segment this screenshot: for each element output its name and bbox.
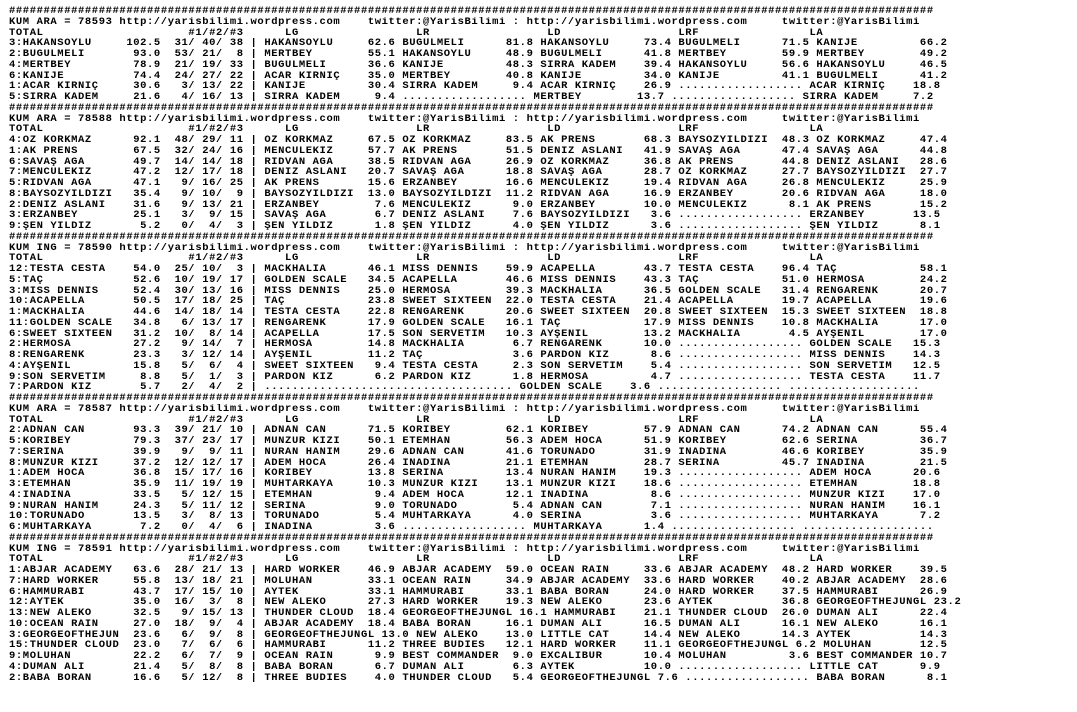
result-row: 15:THUNDER CLOUD 23.0 7/ 6/ 6 | HAMMURABİ 11.2 THREE BUDIES 12.1 HARD WORKER 11.1 GEORGEOFTHEJUNGL 6.2 MOLUHAN 12.5 bbox=[9, 640, 948, 651]
result-row: 4:DUMAN ALİ 21.4 5/ 8/ 8 | BABA BORAN 6.7 DUMAN ALİ 6.3 AYTEK 10.0 .................. LITTLE CAT 9.9 bbox=[9, 661, 941, 673]
result-row: 12:AYTEK 35.0 16/ 3/ 8 | NEW ALEKO 27.3 HARD WORKER 19.3 NEW ALEKO 23.6 AYTEK 36.8 GEORGEOFTHEJUNGL 23.2 bbox=[9, 597, 962, 608]
result-row: 7:MENCULEKİZ 47.2 12/ 17/ 18 | DENİZ ASLANI 20.7 SAVAŞ AĞA 18.8 SAVAŞ AĞA 28.7 ÖZ KORKMAZ 27.7 BAYSÖZYILDIZI 27.7 bbox=[9, 167, 948, 178]
separator-line: ###################################################################################################################################### bbox=[9, 532, 934, 544]
result-row: 6:SAVAŞ AĞA 49.7 14/ 14/ 18 | RIDVAN AĞA 38.5 RIDVAN AĞA 26.9 ÖZ KORKMAZ 36.8 AK PRENS 44.8 DENİZ ASLANI 28.6 bbox=[9, 156, 948, 168]
result-row: 4:ÖZ KORKMAZ 92.1 48/ 29/ 11 | ÖZ KORKMAZ 67.5 ÖZ KORKMAZ 83.5 AK PRENS 68.3 BAYSÖZYILDIZI 48.3 ÖZ KORKMAZ 47.4 bbox=[9, 135, 948, 146]
separator-line: ###################################################################################################################################### bbox=[9, 231, 934, 243]
result-row: 13:NEW ALEKO 32.5 9/ 15/ 13 | THUNDER CLOUD 18.4 GEORGEOFTHEJUNGL 16.1 HAMMURABİ 21.1 THUNDER CLOUD 26.0 DUMAN ALİ 22.4 bbox=[9, 608, 948, 619]
separator-line: ###################################################################################################################################### bbox=[9, 6, 934, 17]
result-row: 5:KORİBEY 79.3 37/ 23/ 17 | MUNZUR KIZI 50.1 ETEMHAN 56.3 ADEM HOCA 51.9 KORİBEY 62.6 SERİNA 36.7 bbox=[9, 436, 948, 447]
result-row: 3:MISS DENNIS 52.4 30/ 13/ 16 | MISS DENNIS 25.0 HERMOSA 39.3 MACKHALIA 36.5 GOLDEN SCALE 31.4 RENGARENK 20.7 bbox=[9, 285, 948, 297]
result-row: 3:GEORGEOFTHEJUN 23.6 6/ 9/ 8 | GEORGEOFTHEJUNGL 13.0 NEW ALEKO 13.0 LITTLE CAT 14.4 NEW ALEKO 14.3 AYTEK 14.3 bbox=[9, 629, 948, 641]
separator-line: ###################################################################################################################################### bbox=[9, 393, 934, 404]
race-header: KUM ING = 78591 http://yarisbilimi.wordpress.com twitter:@YarisBilimi : http://yarisbilimi.wordpress.com twitter:@YarisBilimi bbox=[9, 543, 920, 555]
result-row: 2:BÜĞÜLMELİ 93.0 53/ 21/ 8 | MERTBEY 55.1 HAKANSOYLU 48.9 BÜĞÜLMELİ 41.8 MERTBEY 59.9 MERTBEY 49.2 bbox=[9, 49, 948, 60]
column-header: TOTAL #1/#2/#3 LG LR LD LRF LA bbox=[9, 27, 824, 39]
result-row: 4:MERTBEY 78.9 21/ 19/ 33 | BÜĞÜLMELİ 36.6 KANİJE 48.3 SIRRA KADEM 39.4 HAKANSOYLU 56.6 HAKANSOYLU 46.5 bbox=[9, 59, 948, 71]
column-header: TOTAL #1/#2/#3 LG LR LD LRF LA bbox=[9, 554, 824, 565]
result-row: 1:ADEM HOCA 36.8 15/ 17/ 16 | KORİBEY 13.8 SERİNA 13.4 NURAN HANIM 19.3 .................. ADEM HOCA 20.6 bbox=[9, 468, 941, 479]
column-header: TOTAL #1/#2/#3 LG LR LD LRF LA bbox=[9, 414, 824, 426]
result-row: 5:RIDVAN AĞA 47.1 9/ 16/ 25 | AK PRENS 15.6 ERZANBEY 16.6 MENCULEKİZ 19.4 RIDVAN AĞA 26.8 MENCULEKİZ 25.9 bbox=[9, 178, 948, 189]
result-row: 8:BAYSÖZYILDIZI 35.4 9/ 10/ 9 | BAYSÖZYILDIZI 13.0 BAYSÖZYILDIZI 11.2 RIDVAN AĞA 16.9 ERZANBEY 20.6 RIDVAN AĞA 18.0 bbox=[9, 188, 948, 200]
result-row: 6:HAMMURABİ 43.7 17/ 15/ 10 | AYTEK 33.1 HAMMURABİ 33.1 BABA BORAN 24.0 HARD WORKER 37.5 HAMMURABİ 26.9 bbox=[9, 586, 948, 598]
result-row: 4:İNADINA 33.5 5/ 12/ 15 | ETEMHAN 9.4 ADEM HOCA 12.1 İNADINA 8.6 .................. MUNZUR KIZI 17.0 bbox=[9, 489, 941, 501]
result-row: 3:ERZANBEY 25.1 3/ 9/ 15 | SAVAŞ AĞA 6.7 DENİZ ASLANI 7.6 BAYSÖZYILDIZI 3.6 .................. ERZANBEY 13.5 bbox=[9, 210, 941, 221]
result-row: 2:ADNAN CAN 93.3 39/ 21/ 10 | ADNAN CAN 71.5 KORİBEY 62.1 KORİBEY 57.9 ADNAN CAN 74.2 ADNAN CAN 55.4 bbox=[9, 425, 948, 436]
result-row: 5:TAÇ 52.6 10/ 19/ 17 | GOLDEN SCALE 34.5 ACAPELLA 46.6 MISS DENNIS 43.3 TAÇ 51.0 HERMOSA 24.2 bbox=[9, 274, 948, 286]
result-row: 12:TESTA CESTA 54.0 25/ 10/ 3 | MACKHALIA 46.1 MISS DENNIS 59.9 ACAPELLA 43.7 TESTA CESTA 96.4 TAÇ 58.1 bbox=[9, 264, 948, 275]
result-row: 1:MACKHALIA 44.6 14/ 18/ 14 | TESTA CESTA 22.8 RENGARENK 20.6 SWEET SIXTEEN 20.8 SWEET SIXTEEN 15.3 SWEET SIXTEEN 18.8 bbox=[9, 307, 948, 318]
result-row: 2:HERMOSA 27.2 9/ 14/ 7 | HERMOSA 14.8 MACKHALIA 6.7 RENGARENK 10.0 .................. GOLDEN SCALE 15.3 bbox=[9, 339, 941, 350]
column-header: TOTAL #1/#2/#3 LG LR LD LRF LA bbox=[9, 124, 824, 135]
result-row: 6:MUHTARKAYA 7.2 0/ 4/ 6 | İNADINA 3.6 .................. MUHTARKAYA 1.4 .................. ................... bbox=[9, 522, 934, 533]
result-row: 6:KANİJE 74.4 24/ 27/ 22 | ACAR KIRNIÇ 35.0 MERTBEY 40.8 KANİJE 34.0 KANİJE 41.1 BÜĞÜLMELİ 41.2 bbox=[9, 70, 948, 82]
result-row: 4:AYŞENİL 15.8 5/ 6/ 4 | SWEET SIXTEEN 9.4 TESTA CESTA 2.3 SON SERVETİM 5.4 .................. SON SERVETİM 12.5 bbox=[9, 360, 941, 372]
result-row: 2:DENİZ ASLANI 31.6 9/ 13/ 21 | ERZANBEY 7.6 MENCULEKİZ 9.0 ERZANBEY 10.0 MENCULEKİZ 8.1 AK PRENS 15.2 bbox=[9, 199, 948, 211]
result-row: 1:AK PRENS 67.5 32/ 24/ 16 | MENCULEKİZ 57.7 AK PRENS 51.5 DENİZ ASLANI 41.9 SAVAŞ AĞA 47.4 SAVAŞ AĞA 44.8 bbox=[9, 145, 948, 157]
result-row: 6:SWEET SIXTEEN 31.2 10/ 8/ 14 | ACAPELLA 17.5 SON SERVETİM 10.3 AYŞENİL 13.2 MACKHALIA 4.5 AYŞENİL 17.0 bbox=[9, 328, 948, 340]
result-row: 1:ABJAR ACADEMY 63.6 28/ 21/ 13 | HARD WORKER 46.9 ABJAR ACADEMY 59.0 OCEAN RAIN 33.6 ABJAR ACADEMY 48.2 HARD WORKER 39.5 bbox=[9, 565, 948, 576]
result-row: 3:ETEMHAN 35.9 11/ 19/ 19 | MUHTARKAYA 10.3 MUNZUR KIZI 13.1 MUNZUR KIZI 18.6 .................. ETEMHAN 18.8 bbox=[9, 479, 941, 490]
race-header: KUM ARA = 78587 http://yarisbilimi.wordpress.com twitter:@YarisBilimi : http://yarisbilimi.wordpress.com twitter:@YarisBilimi bbox=[9, 403, 920, 415]
result-row: 7:PARDON KIZ 5.7 2/ 4/ 2 | .................................... GOLDEN SCALE 3.6 .................. ................... bbox=[9, 382, 920, 393]
result-row: 3:HAKANSOYLU 102.5 31/ 40/ 38 | HAKANSOYLU 62.6 BÜĞÜLMELİ 81.8 HAKANSOYLU 73.4 BÜĞÜLMELİ 71.5 KANİJE 66.2 bbox=[9, 38, 948, 49]
result-row: 8:MUNZUR KIZI 37.2 12/ 12/ 17 | ADEM HOCA 26.4 İNADINA 21.1 ETEMHAN 28.7 SERİNA 45.7 İNADINA 21.5 bbox=[9, 457, 948, 469]
result-row: 7:HARD WORKER 55.8 13/ 18/ 21 | MOLUHAN 33.1 OCEAN RAIN 34.9 ABJAR ACADEMY 33.6 HARD WORKER 40.2 ABJAR ACADEMY 28.6 bbox=[9, 575, 948, 587]
race-header: KUM ARA = 78588 http://yarisbilimi.wordpress.com twitter:@YarisBilimi : http://yarisbilimi.wordpress.com twitter:@YarisBilimi bbox=[9, 113, 920, 125]
result-row: 2:BABA BORAN 16.6 5/ 12/ 8 | THREE BUDIES 4.0 THUNDER CLOUD 5.4 GEORGEOFTHEJUNGL 7.6 .................. BABA BORAN 8.1 bbox=[9, 672, 948, 684]
result-row: 10:TORUNADO 13.5 3/ 8/ 13 | TORUNADO 5.4 MUHTARKAYA 4.0 SERİNA 3.6 .................. MUHTARKAYA 7.2 bbox=[9, 511, 941, 522]
result-row: 10:OCEAN RAIN 27.0 18/ 9/ 4 | ABJAR ACADEMY 18.4 BABA BORAN 16.1 DUMAN ALİ 16.5 DUMAN ALİ 16.1 NEW ALEKO 16.1 bbox=[9, 618, 948, 630]
race-header: KUM ARA = 78593 http://yarisbilimi.wordpress.com twitter:@YarisBilimi : http://yarisbilimi.wordpress.com twitter:@YarisBilimi bbox=[9, 16, 920, 28]
result-row: 1:ACAR KIRNIÇ 30.6 3/ 13/ 22 | KANİJE 30.4 SIRRA KADEM 9.4 ACAR KIRNIÇ 26.9 .................. ACAR KIRNIÇ 18.8 bbox=[9, 81, 941, 92]
result-row: 11:GOLDEN SCALE 34.8 6/ 13/ 17 | RENGARENK 17.9 GOLDEN SCALE 16.1 TAÇ 17.9 MISS DENNIS 10.8 MACKHALIA 17.0 bbox=[9, 317, 948, 329]
result-row: 9:SON SERVETİM 8.8 5/ 1/ 3 | PARDON KIZ 6.2 PARDON KIZ 1.8 HERMOSA 4.7 .................. TESTA CESTA 11.7 bbox=[9, 371, 941, 383]
result-row: 10:ACAPELLA 50.5 17/ 18/ 25 | TAÇ 23.8 SWEET SIXTEEN 22.0 TESTA CESTA 21.4 ACAPELLA 19.7 ACAPELLA 19.6 bbox=[9, 296, 948, 307]
result-row: 9:ŞEN YILDIZ 5.2 0/ 4/ 3 | ŞEN YILDIZ 1.8 ŞEN YILDIZ 4.0 ŞEN YILDIZ 3.6 .................. ŞEN YILDIZ 8.1 bbox=[9, 221, 941, 232]
result-row: 9:MOLUHAN 22.2 6/ 7/ 9 | OCEAN RAIN 9.9 BEST COMMANDER 9.0 EXCALIBUR 10.4 MOLUHAN 3.6 BEST COMMANDER 10.7 bbox=[9, 651, 948, 662]
result-row: 9:NURAN HANIM 24.3 5/ 11/ 12 | SERİNA 9.0 TORUNADO 5.4 ADNAN CAN 7.1 .................. NURAN HANIM 16.1 bbox=[9, 500, 941, 512]
separator-line: ###################################################################################################################################### bbox=[9, 102, 934, 114]
column-header: TOTAL #1/#2/#3 LG LR LD LRF LA bbox=[9, 253, 824, 264]
result-row: 5:SIRRA KADEM 21.6 4/ 16/ 13 | SIRRA KADEM 9.4 .................. MERTBEY 13.7 .................. SIRRA KADEM 7.2 bbox=[9, 92, 934, 103]
result-row: 7:SERİNA 39.9 9/ 9/ 11 | NURAN HANIM 29.6 ADNAN CAN 41.6 TORUNADO 31.9 İNADINA 46.6 KORİBEY 35.9 bbox=[9, 446, 948, 458]
race-header: KUM ING = 78590 http://yarisbilimi.wordpress.com twitter:@YarisBilimi : http://yarisbilimi.wordpress.com twitter:@YarisBilimi bbox=[9, 242, 920, 254]
result-row: 8:RENGARENK 23.3 3/ 12/ 14 | AYŞENİL 11.2 TAÇ 3.6 PARDON KIZ 8.6 .................. MISS DENNIS 14.3 bbox=[9, 350, 941, 361]
